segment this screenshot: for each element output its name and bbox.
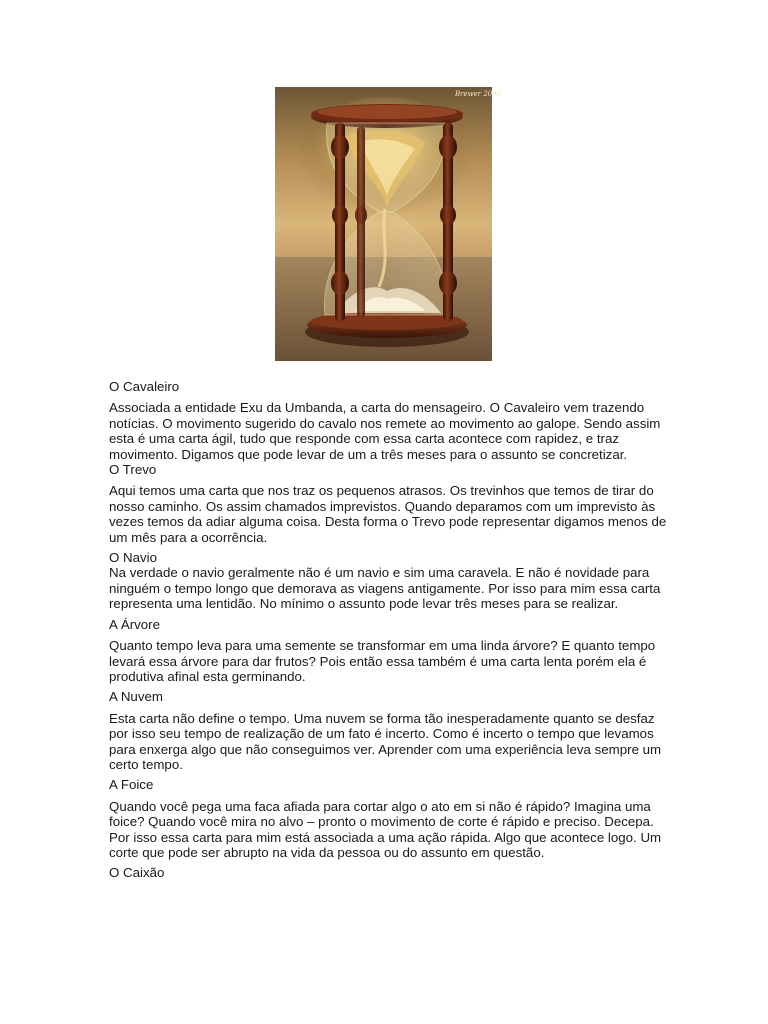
image-signature: Brewer 2003 <box>455 90 502 98</box>
section-heading-foice: A Foice <box>109 777 154 793</box>
section-body-foice: Quando você pega uma faca afiada para cortar algo o ato em si não é rápido? Imagina uma foice? Quando você mira no alvo – pronto o movimento de corte é rápido e preciso. Decepa. Por isso essa carta para mim está associada a uma ação rápida. Algo que acontece logo. Um corte que pode ser abrupto na vida da pessoa ou do assunto em questão. <box>109 798 662 860</box>
section-body-arvore: Quanto tempo leva para uma semente se transformar em uma linda árvore? E quanto tempo levará essa árvore para dar frutos? Pois então essa também é uma carta lenta porém ela é produtiva afinal esta germinando. <box>109 638 656 684</box>
section-heading-cavaleiro: O Cavaleiro <box>109 379 180 394</box>
document-body <box>109 379 669 881</box>
section-heading-nuvem: A Nuvem <box>109 689 163 705</box>
section-body-nuvem: Esta carta não define o tempo. Uma nuvem se forma tão inesperadamente quanto se desfaz por isso seu tempo de realização de um fato é incerto. Como é incerto o tempo que levamos para enxerga algo que não conseguimos ver. Aprender com uma experiência leva sempre um certo tempo. <box>109 710 662 772</box>
section-heading-navio: O Navio <box>109 550 158 566</box>
section-heading-caixao: O Caixão <box>109 865 165 881</box>
section-body-navio: Na verdade o navio geralmente não é um navio e sim uma caravela. E não é novidade para ninguém o tempo longo que demorava as viagens antigamente. Por isso para mim essa carta representa uma lentidão. No mínimo o assunto pode levar três meses para se realizar. <box>109 565 661 612</box>
section-heading-trevo: O Trevo <box>109 462 157 478</box>
section-body-trevo: Aqui temos uma carta que nos traz os pequenos atrasos. Os trevinhos que temos de tirar do nosso caminho. Os assim chamados imprevistos. Quando deparamos com um imprevisto às vezes temos da adiar alguma coisa. Desta forma o Trevo pode representar digamos menos de um mês para a ocorrência. <box>109 483 667 545</box>
hourglass-illustration <box>275 87 502 361</box>
hourglass-image <box>275 87 502 361</box>
section-body-cavaleiro: Associada a entidade Exu da Umbanda, a carta do mensageiro. O Cavaleiro vem trazendo notícias. O movimento sugerido do cavalo nos remete ao movimento ao galope. Sendo assim esta é uma carta ágil, tudo que responde com essa carta acontece com rapidez, e traz movimento. Digamos que pode levar de um a três meses para o assunto se concretizar. <box>109 400 661 462</box>
section-heading-arvore: A Árvore <box>109 616 160 632</box>
